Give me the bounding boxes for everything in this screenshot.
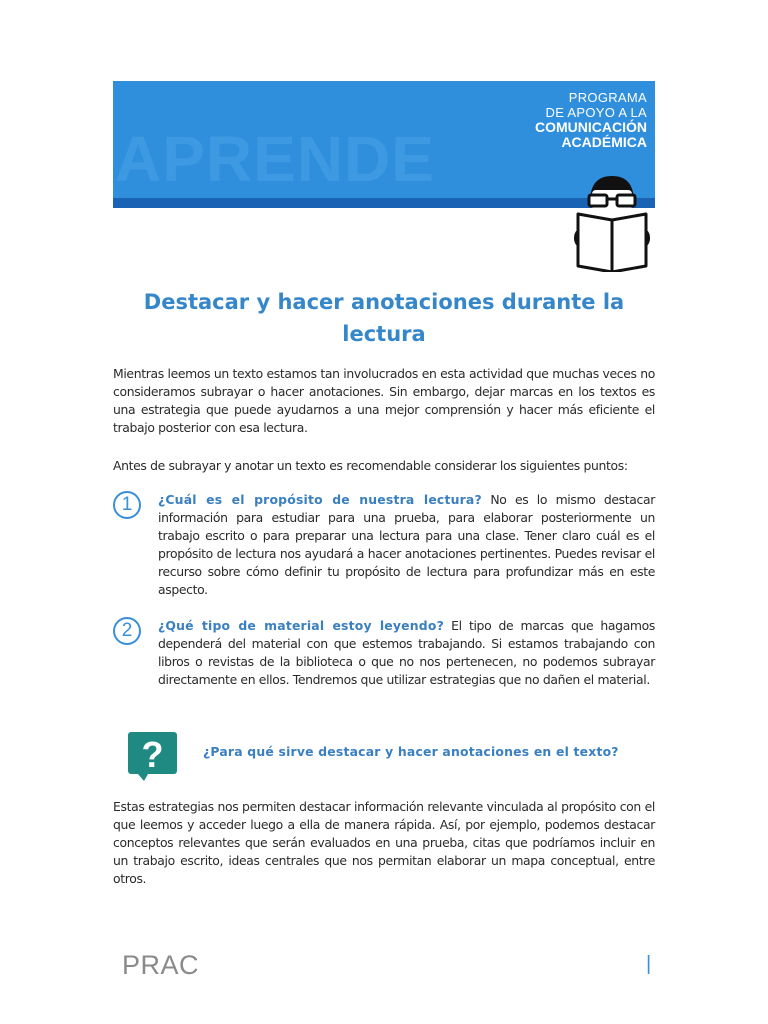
point-1-question: ¿Cuál es el propósito de nuestra lectura? <box>158 492 482 507</box>
footer-page-marker: | <box>646 953 652 975</box>
intro-paragraph: Mientras leemos un texto estamos tan involucrados en esta actividad que muchas veces no consideramos subrayar o hacer anotaciones. Sin embargo, dejar marcas en los textos es una estrategia que puede ayudarnos a una mejor comprensión y hacer más eficiente el trabajo posterior con esa lectura. <box>113 366 655 435</box>
program-line-2: DE APOYO A LA <box>545 105 647 120</box>
point-2-question: ¿Qué tipo de material estoy leyendo? <box>158 618 444 633</box>
svg-text:?: ? <box>141 734 164 775</box>
question-heading: ¿Para qué sirve destacar y hacer anotaciones en el texto? <box>203 744 619 759</box>
point-2-body: El tipo de marcas que hagamos dependerá del material con que estemos trabajando. Si estamos trabajando con libros o revistas de la biblioteca o que no nos pertenecen, no podemos subrayar directamente en ellos. Tendremos que utilizar estrategias que no dañen el material. <box>158 618 655 687</box>
closing-paragraph: Estas estrategias nos permiten destacar información relevante vinculada al propósito con el que leemos y acceder luego a ella de manera rápida. Así, por ejemplo, podemos destacar conceptos relevantes que serán evaluados en una prueba, citas que podríamos incluir en un trabajo escrito, ideas centrales que nos permitan elaborar un mapa conceptual, entre otros. <box>113 799 655 886</box>
banner-watermark: APRENDE <box>115 123 435 195</box>
page-title: Destacar y hacer anotaciones durante la lectura <box>143 290 625 346</box>
reader-with-glasses-icon <box>572 172 652 272</box>
footer-brand: PRAC <box>122 950 200 980</box>
point-1-body: No es lo mismo destacar información para estudiar para una prueba, para elaborar posteriormente un trabajo escrito o para preparar una lectura para una clase. Tener claro cuál es el propósito de lectura nos ayudará a hacer anotaciones pertinentes. Puedes revisar el recurso sobre cómo definir tu propósito de lectura para profundizar más en este aspecto. <box>158 492 655 597</box>
program-line-1: PROGRAMA <box>568 90 647 105</box>
question-mark-icon <box>128 732 177 781</box>
program-line-4: ACADÉMICA <box>561 134 647 150</box>
point-2-text <box>158 617 655 689</box>
program-title <box>535 90 647 150</box>
point-1-text <box>158 491 655 599</box>
number-one-icon: 1 <box>113 491 141 519</box>
number-two-icon: 2 <box>113 617 141 645</box>
lead-in-paragraph: Antes de subrayar y anotar un texto es recomendable considerar los siguientes puntos: <box>113 458 628 473</box>
program-line-3: COMUNICACIÓN <box>535 119 647 135</box>
